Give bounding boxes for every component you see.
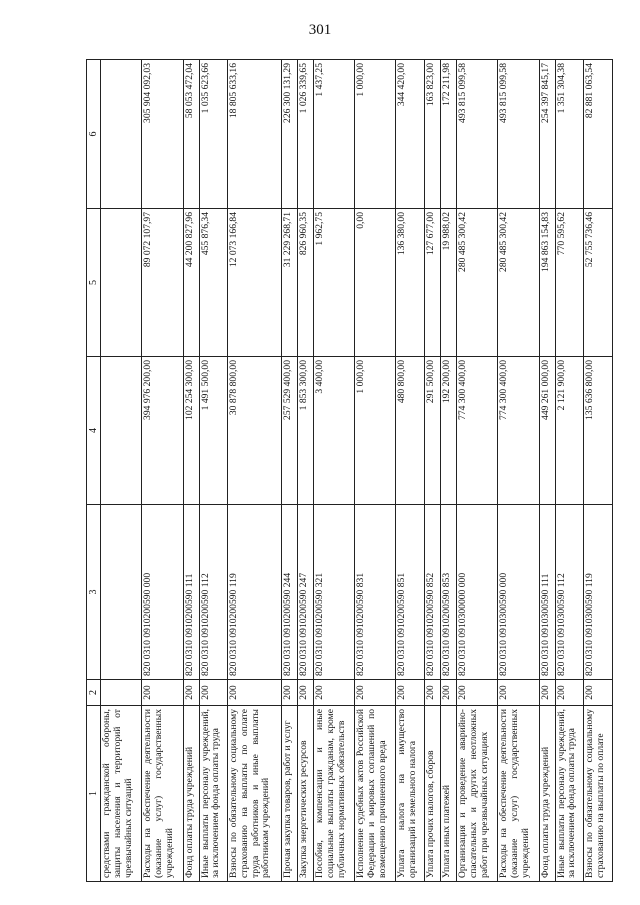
- table-row: [281, 60, 297, 882]
- row-col6: 305 904 092,03: [142, 60, 183, 209]
- row-fact: 455 876,34: [199, 209, 228, 357]
- row-kbk: 820 0310 0910200590 852: [425, 505, 441, 680]
- row-fact: 194 863 154,83: [539, 209, 555, 357]
- row-fact: 280 485 300,42: [498, 209, 539, 357]
- row-name: Расходы на обеспечение деятельности (оказание услуг) государственных учреждений: [498, 706, 539, 882]
- row-fact: 127 677,00: [425, 209, 441, 357]
- row-fact: 31 229 268,71: [281, 209, 297, 357]
- row-kbk: 820 0310 0910200590 119: [228, 505, 282, 680]
- table-row: [539, 60, 555, 882]
- table-row: [441, 60, 457, 882]
- row-fact: 136 380,00: [396, 209, 425, 357]
- header-col-6: 6: [87, 60, 101, 209]
- table-row: [425, 60, 441, 882]
- row-fact: 89 072 107,97: [142, 209, 183, 357]
- row-fact: 0,00: [355, 209, 396, 357]
- row-col6: 344 420,00: [396, 60, 425, 209]
- row-fact: 44 200 827,96: [183, 209, 199, 357]
- row-code: 200: [457, 680, 498, 706]
- row-col6: 163 823,00: [425, 60, 441, 209]
- row-kbk: 820 0310 0910300590 111: [539, 505, 555, 680]
- row-plan: 291 500,00: [425, 357, 441, 505]
- header-col-1: 1: [87, 706, 101, 882]
- row-kbk: 820 0310 0910300590 119: [584, 505, 613, 680]
- row-code: 200: [584, 680, 613, 706]
- header-row: [87, 60, 101, 882]
- rotated-table-container: [86, 60, 613, 882]
- table-row: [457, 60, 498, 882]
- row-code: 200: [498, 680, 539, 706]
- row-kbk: 820 0310 0910200590 244: [281, 505, 297, 680]
- row-plan: 774 300 400,00: [498, 357, 539, 505]
- row-col6: 226 300 131,29: [281, 60, 297, 209]
- row-col6: 1 437,25: [314, 60, 355, 209]
- row-plan: 1 000,00: [355, 357, 396, 505]
- row-code: 200: [539, 680, 555, 706]
- table-row: [498, 60, 539, 882]
- row-name: Организация и проведение аварийно-спасательных и других неотложных работ при чрезвычайных ситуациях: [457, 706, 498, 882]
- row-plan: 1 491 500,00: [199, 357, 228, 505]
- table-row: [199, 60, 228, 882]
- table-row: [355, 60, 396, 882]
- row-code: 200: [183, 680, 199, 706]
- row-kbk: 820 0310 0910200590 321: [314, 505, 355, 680]
- row-col6: [101, 60, 142, 209]
- row-fact: 826 960,35: [298, 209, 314, 357]
- row-code: 200: [314, 680, 355, 706]
- row-col6: 172 211,98: [441, 60, 457, 209]
- row-code: 200: [396, 680, 425, 706]
- row-col6: 493 815 099,58: [457, 60, 498, 209]
- row-plan: 1 853 300,00: [298, 357, 314, 505]
- row-code: 200: [281, 680, 297, 706]
- row-name: Расходы на обеспечение деятельности (оказание услуг) государственных учреждений: [142, 706, 183, 882]
- row-name: Иные выплаты персоналу учреждений, за исключением фонда оплаты труда: [555, 706, 584, 882]
- row-fact: 12 073 166,84: [228, 209, 282, 357]
- row-code: 200: [228, 680, 282, 706]
- row-fact: 1 962,75: [314, 209, 355, 357]
- table-frame: [86, 60, 613, 882]
- row-code: 200: [441, 680, 457, 706]
- row-fact: 280 485 300,42: [457, 209, 498, 357]
- table-row: [183, 60, 199, 882]
- row-fact: [101, 209, 142, 357]
- row-plan: 3 400,00: [314, 357, 355, 505]
- row-name: Прочая закупка товаров, работ и услуг: [281, 706, 297, 882]
- budget-table: [86, 59, 613, 882]
- row-code: 200: [142, 680, 183, 706]
- row-kbk: 820 0310 0910300590 112: [555, 505, 584, 680]
- row-kbk: 820 0310 0910300590 000: [498, 505, 539, 680]
- table-row: [101, 60, 142, 882]
- row-col6: 82 881 063,54: [584, 60, 613, 209]
- table-row: [314, 60, 355, 882]
- row-code: 200: [555, 680, 584, 706]
- row-code: 200: [355, 680, 396, 706]
- row-name: Фонд оплаты труда учреждений: [539, 706, 555, 882]
- row-kbk: 820 0310 0910200590 247: [298, 505, 314, 680]
- table-row: [228, 60, 282, 882]
- row-name: Исполнение судебных актов Российской Федерации и мировых соглашений по возмещению причиненного вреда: [355, 706, 396, 882]
- row-name: средствами гражданской обороны, защиты населения и территорий от чрезвычайных ситуаций: [101, 706, 142, 882]
- row-plan: 30 878 800,00: [228, 357, 282, 505]
- row-plan: 449 261 000,00: [539, 357, 555, 505]
- row-name: Уплата прочих налогов, сборов: [425, 706, 441, 882]
- row-col6: 1 035 623,66: [199, 60, 228, 209]
- row-kbk: 820 0310 0910200590 853: [441, 505, 457, 680]
- row-name: Закупка энергетических ресурсов: [298, 706, 314, 882]
- row-fact: 52 755 736,46: [584, 209, 613, 357]
- row-code: 200: [298, 680, 314, 706]
- row-fact: 19 988,02: [441, 209, 457, 357]
- row-name: Пособия, компенсации и иные социальные выплаты гражданам, кроме публичных нормативных обязательств: [314, 706, 355, 882]
- page-number: 301: [308, 22, 332, 38]
- row-kbk: 820 0310 0910200590 111: [183, 505, 199, 680]
- table-row: [555, 60, 584, 882]
- table-row: [584, 60, 613, 882]
- row-col6: 1 000,00: [355, 60, 396, 209]
- header-col-5: 5: [87, 209, 101, 357]
- row-name: Фонд оплаты труда учреждений: [183, 706, 199, 882]
- row-kbk: [101, 505, 142, 680]
- row-col6: 1 351 304,38: [555, 60, 584, 209]
- row-plan: [101, 357, 142, 505]
- row-col6: 1 026 339,65: [298, 60, 314, 209]
- row-plan: 102 254 300,00: [183, 357, 199, 505]
- row-kbk: 820 0310 0910200590 112: [199, 505, 228, 680]
- row-fact: 770 595,62: [555, 209, 584, 357]
- row-kbk: 820 0310 0910300000 000: [457, 505, 498, 680]
- row-name: Уплата налога на имущество организаций и земельного налога: [396, 706, 425, 882]
- header-col-3: 3: [87, 505, 101, 680]
- row-code: 200: [425, 680, 441, 706]
- row-kbk: 820 0310 0910200590 831: [355, 505, 396, 680]
- table-row: [396, 60, 425, 882]
- table-row: [298, 60, 314, 882]
- row-col6: 58 053 472,04: [183, 60, 199, 209]
- table-row: [142, 60, 183, 882]
- row-col6: 254 397 845,17: [539, 60, 555, 209]
- row-plan: 394 976 200,00: [142, 357, 183, 505]
- row-name: Взносы по обязательному социальному страхованию на выплаты по оплате: [584, 706, 613, 882]
- row-name: Иные выплаты персоналу учреждений, за исключением фонда оплаты труда: [199, 706, 228, 882]
- row-plan: 135 636 800,00: [584, 357, 613, 505]
- row-kbk: 820 0310 0910200590 000: [142, 505, 183, 680]
- row-col6: 18 805 633,16: [228, 60, 282, 209]
- row-plan: 480 800,00: [396, 357, 425, 505]
- row-col6: 493 815 099,58: [498, 60, 539, 209]
- row-name: Уплата иных платежей: [441, 706, 457, 882]
- row-plan: 774 300 400,00: [457, 357, 498, 505]
- header-col-4: 4: [87, 357, 101, 505]
- row-kbk: 820 0310 0910200590 851: [396, 505, 425, 680]
- row-plan: 192 200,00: [441, 357, 457, 505]
- row-plan: 257 529 400,00: [281, 357, 297, 505]
- header-col-2: 2: [87, 680, 101, 706]
- table-body: [101, 60, 613, 882]
- row-plan: 2 121 900,00: [555, 357, 584, 505]
- row-code: [101, 680, 142, 706]
- row-name: Взносы по обязательному социальному страхованию на выплаты по оплате труда работников и иные выплаты работникам учреждений: [228, 706, 282, 882]
- row-code: 200: [199, 680, 228, 706]
